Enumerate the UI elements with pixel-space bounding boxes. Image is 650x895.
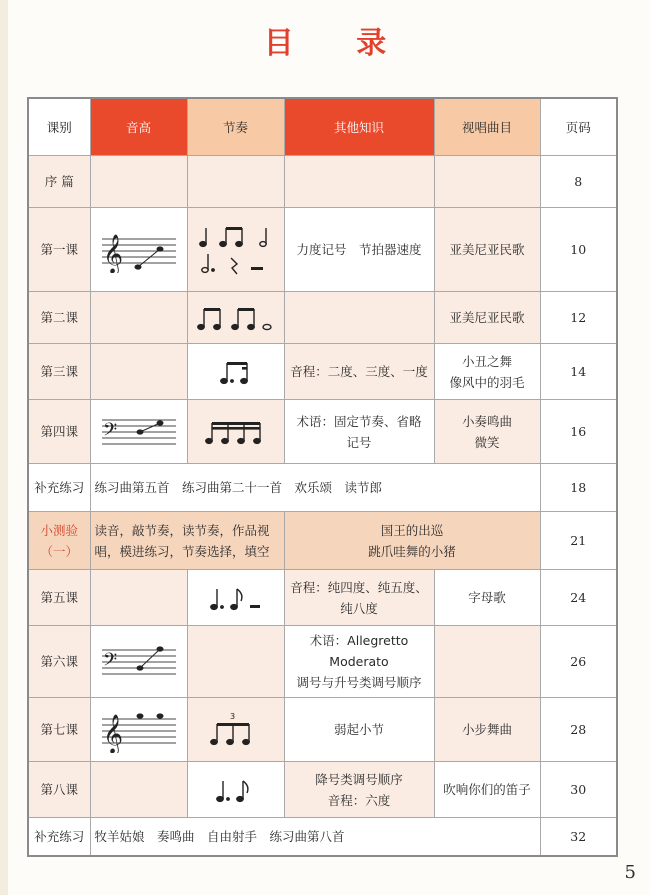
other-line: 术语：固定节奏、省略 [296,413,422,429]
header-sight-singing: 视唱曲目 [434,98,540,156]
treble-staff-icon [100,227,178,273]
rhythm-cell [187,292,284,344]
lesson-cell: 第四课 [28,400,90,464]
song-line: 像风中的羽毛 [449,374,525,390]
lesson-cell: 第二课 [28,292,90,344]
page-cell: 30 [540,762,617,818]
page-cell: 12 [540,292,617,344]
song-line: 字母歌 [468,590,506,605]
rhythm-notation-icon [216,355,256,389]
page-cell: 26 [540,626,617,698]
pitch-cell [90,292,187,344]
page-cell: 16 [540,400,617,464]
header-other-knowledge: 其他知识 [284,98,434,156]
pitch-cell [90,762,187,818]
supplementary-exercises-cell: 牧羊姑娘 奏鸣曲 自由射手 练习曲第八首 [90,818,540,856]
page-cell: 32 [540,818,617,856]
rhythm-cell [187,626,284,698]
lesson-cell: 第八课 [28,762,90,818]
lesson-cell: 第一课 [28,208,90,292]
songs-cell [434,762,540,818]
header-page: 页码 [540,98,617,156]
other-line: 音程：六度 [327,792,391,808]
songs-cell [434,292,540,344]
table-row [28,208,617,292]
table-row [28,626,617,698]
pitch-cell [90,698,187,762]
other-cell [284,626,434,698]
lesson-cell: 补充练习 [28,818,90,856]
page-edge-decoration [0,0,8,895]
header-rhythm: 节奏 [187,98,284,156]
lesson-cell: 小测验（一） [28,512,90,570]
songs-cell [434,570,540,626]
other-line: 音程：纯四度、纯五度、 [290,579,428,595]
header-lesson: 课别 [28,98,90,156]
song-line: 亚美尼亚民歌 [449,242,525,257]
songs-cell [434,344,540,400]
table-row [28,292,617,344]
song-line: 亚美尼亚民歌 [449,310,525,325]
songs-cell [434,156,540,208]
pitch-cell [90,626,187,698]
rhythm-cell [187,698,284,762]
pitch-cell [90,208,187,292]
other-line: 记号 [346,434,372,450]
table-row [28,400,617,464]
supplementary-exercises-cell: 练习曲第五首 练习曲第二十一首 欢乐颂 读节郎 [90,464,540,512]
lesson-cell: 序 篇 [28,156,90,208]
rhythm-cell [187,762,284,818]
song-line: 小奏鸣曲 [461,413,512,429]
rhythm-notation-icon [206,581,266,615]
other-line: 音程：二度、三度、一度 [290,364,428,379]
song-line: 小步舞曲 [461,722,512,737]
rhythm-notation-icon [212,773,260,807]
svg-text:3: 3 [229,711,235,721]
pitch-cell [90,344,187,400]
other-cell [284,400,434,464]
page-cell: 14 [540,344,617,400]
other-line: 降号类调号顺序 [315,771,403,787]
songs-cell [434,400,540,464]
table-row [28,818,617,856]
lesson-cell: 补充练习 [28,464,90,512]
lesson-cell: 第五课 [28,570,90,626]
songs-cell [434,698,540,762]
quiz-tasks-cell: 读音，敲节奏，读节奏，作品视唱，模进练习，节奏选择，填空 [90,512,284,570]
other-cell [284,344,434,400]
table-row [28,344,617,400]
other-line: 力度记号 节拍器速度 [296,242,422,257]
contents-table [27,97,618,857]
bass-staff-icon [100,412,178,452]
other-line: 弱起小节 [333,722,384,737]
rhythm-notation-icon [193,301,279,335]
lesson-cell: 第六课 [28,626,90,698]
treble-staff-icon [100,707,178,753]
table-row [28,570,617,626]
other-cell [284,698,434,762]
rhythm-cell [187,156,284,208]
other-cell [284,570,434,626]
other-cell [284,762,434,818]
svg-text:𝄞: 𝄞 [102,233,123,273]
header-pitch: 音高 [90,98,187,156]
table-header-row [28,98,617,156]
rhythm-cell [187,208,284,292]
pitch-cell [90,400,187,464]
table-row [28,762,617,818]
page-cell: 8 [540,156,617,208]
pitch-cell [90,570,187,626]
songs-cell [434,626,540,698]
svg-text:𝄢: 𝄢 [102,649,117,675]
rhythm-cell [187,570,284,626]
lesson-cell: 第三课 [28,344,90,400]
rhythm-cell [187,344,284,400]
page-title: 目 录 [263,26,413,61]
page-cell: 21 [540,512,617,570]
table-row [28,464,617,512]
rhythm-notation-icon [206,710,266,750]
song-line: 国王的出巡 [380,522,444,538]
songs-cell [434,208,540,292]
other-line: 调号与升号类调号顺序 [296,675,422,690]
song-line: 小丑之舞 [461,353,512,369]
other-line: 纯八度 [340,600,378,616]
page-cell: 10 [540,208,617,292]
page-cell: 18 [540,464,617,512]
rhythm-notation-icon [193,220,279,280]
rhythm-cell [187,400,284,464]
other-cell [284,208,434,292]
svg-text:𝄞: 𝄞 [102,713,123,753]
song-line: 微笑 [474,434,500,450]
bass-staff-icon [100,642,178,682]
page-cell: 28 [540,698,617,762]
table-row [28,512,617,570]
quiz-songs-cell [284,512,540,570]
page-number: 5 [624,862,636,883]
pitch-cell [90,156,187,208]
page-cell: 24 [540,570,617,626]
lesson-cell: 第七课 [28,698,90,762]
rhythm-notation-icon [201,415,271,449]
other-line: Moderato [329,654,389,669]
other-cell [284,156,434,208]
song-line: 跳爪哇舞的小猪 [368,543,456,559]
table-row [28,156,617,208]
song-line: 吹响你们的笛子 [443,782,531,797]
other-line: 术语：Allegretto [309,633,409,648]
other-cell [284,292,434,344]
table-row [28,698,617,762]
svg-text:𝄢: 𝄢 [102,419,117,445]
